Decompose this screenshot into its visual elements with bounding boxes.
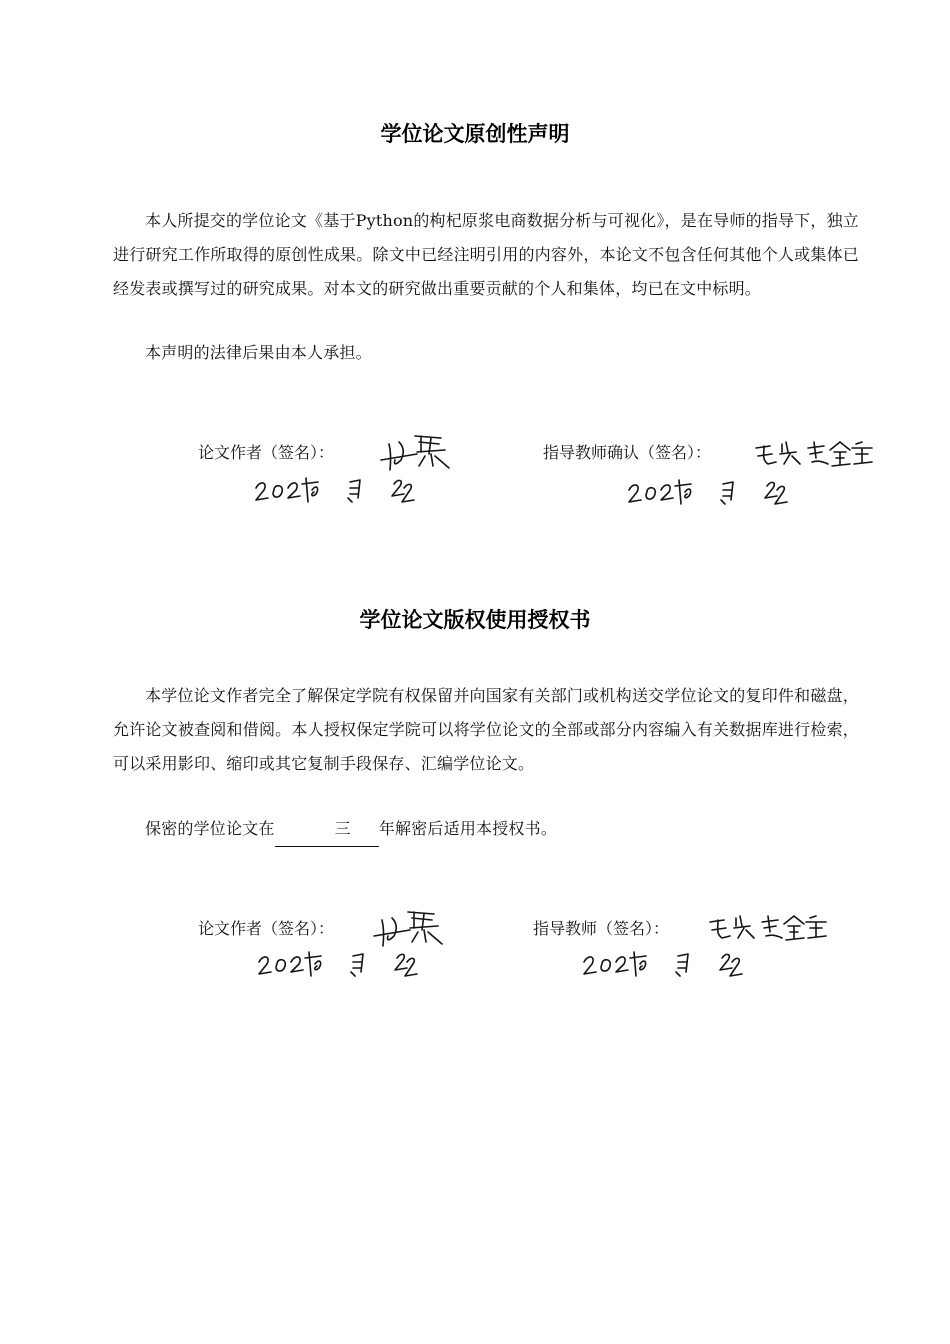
authorization-title: 学位论文版权使用授权书 [359,608,591,632]
originality-liability-paragraph: 本声明的法律后果由本人承担。 [145,343,372,362]
originality-paragraph: 本人所提交的学位论文《基于Python的枸杞原浆电商数据分析与可视化》，是在导师的指导下，独立进行研究工作所取得的原创性成果。除文中已经注明引用的内容外，本论文不包含任何其他个人或集体已经发表或撰写过的研究成果。对本文的研究做出重要贡献的个人和集体，均已在文中标明。 [113,211,859,298]
advisor-date-handwriting [625,474,795,510]
secrecy-suffix: 年解密后适用本授权书。 [378,819,558,838]
author-signature-label: 论文作者（签名）： [198,443,335,462]
advisor-date-handwriting-2 [580,946,750,982]
author-date-handwriting-2 [255,946,425,982]
authorization-paragraph: 本学位论文作者完全了解保定学院有权保留并向国家有关部门或机构送交学位论文的复印件和磁盘，允许论文被查阅和借阅。本人授权保定学院可以将学位论文的全部或部分内容编入有关数据库进行检索，可以采用影印、缩印或其它复制手段保存、汇编学位论文。 [113,686,859,773]
originality-title: 学位论文原创性声明 [380,122,570,146]
author-signature-label-2: 论文作者（签名）： [198,919,335,938]
advisor-confirm-signature-label: 指导教师确认（签名）： [543,443,712,462]
advisor-signature-label-2: 指导教师（签名）： [533,919,670,938]
secrecy-years: 三 [275,812,379,847]
secrecy-statement [113,812,859,847]
secrecy-prefix: 保密的学位论文在 [145,819,275,838]
author-date-handwriting [252,472,422,508]
author-signature-handwriting-2 [368,906,448,950]
author-signature-handwriting [375,430,455,474]
advisor-signature-handwriting [752,436,876,470]
advisor-signature-handwriting-2 [706,910,830,944]
